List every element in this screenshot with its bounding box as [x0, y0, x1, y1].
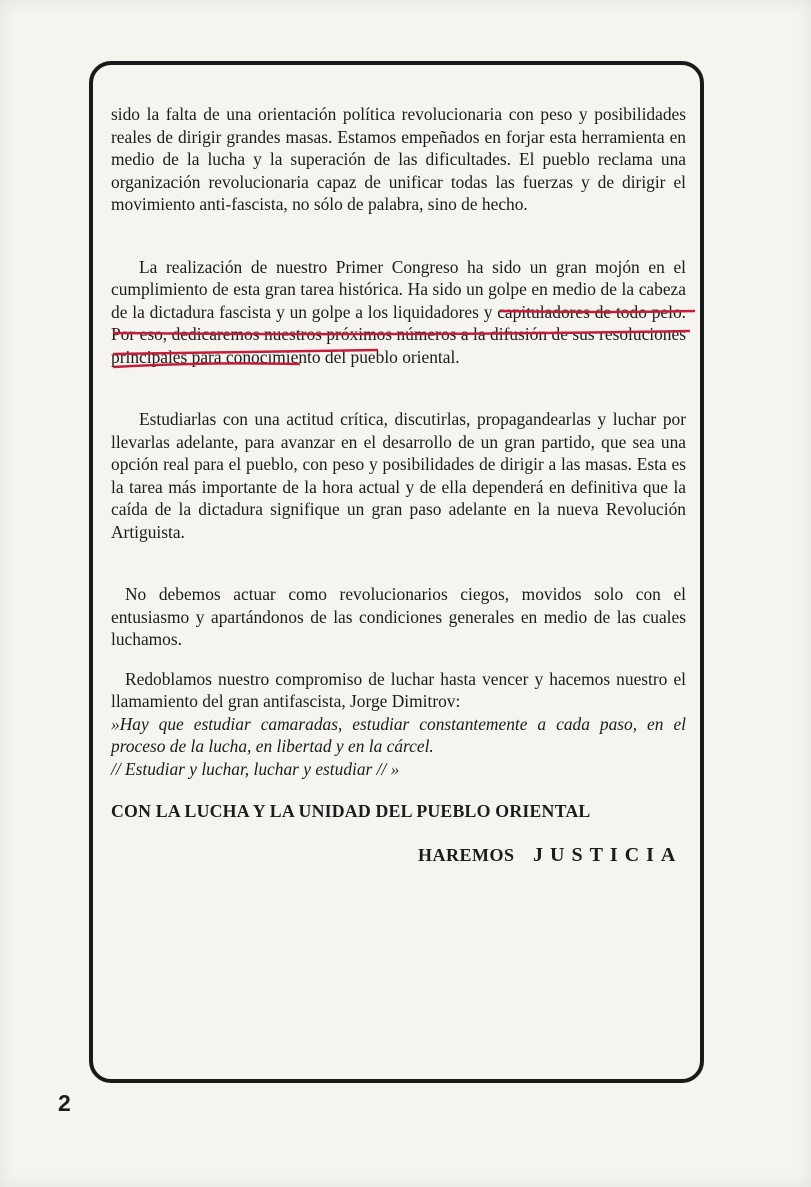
signoff-word-2: JUSTICIA: [533, 844, 683, 866]
signoff: [418, 844, 682, 867]
quote-line-1: »Hay que estudiar camaradas, estudiar constantemente a cada paso, en el proceso de la lucha, en libertad y en la cárcel.: [111, 713, 686, 756]
slogan: CON LA LUCHA Y LA UNIDAD DEL PUEBLO ORIENTAL: [111, 801, 591, 821]
page-number: 2: [58, 1090, 71, 1116]
quote-line-2: // Estudiar y luchar, luchar y estudiar // »: [111, 758, 400, 779]
paragraph-5: Redoblamos nuestro compromiso de luchar hasta vencer y hacemos nuestro el llamamiento del gran antifascista, Jorge Dimitrov:: [111, 668, 686, 711]
signoff-word-1: HAREMOS: [418, 845, 515, 865]
paragraph-2: La realización de nuestro Primer Congreso ha sido un gran mojón en el cumplimiento de esta gran tarea histórica. Ha sido un golpe en medio de la cabeza de la dictadura fascista y un golpe a los liquidadores y capituladores de todo pelo. Por eso, dedicaremos nuestros próximos números a la difusión de sus resoluciones principales para conocimiento del pueblo oriental.: [111, 256, 686, 367]
paragraph-1: sido la falta de una orientación política revolucionaria con peso y posibilidades reales de dirigir grandes masas. Estamos empeñados en forjar esta herramienta en medio de la lucha y la superación de las dificultades. El pueblo reclama una organización revolucionaria capaz de unificar todas las fuerzas y de dirigir el movimiento anti-fascista, no sólo de palabra, sino de hecho.: [111, 104, 686, 214]
paragraph-4: No debemos actuar como revolucionarios ciegos, movidos solo con el entusiasmo y apartándonos de las condiciones generales en medio de las cuales luchamos.: [111, 584, 686, 649]
paragraph-3: Estudiarlas con una actitud crítica, discutirlas, propagandearlas y luchar por llevarlas adelante, para avanzar en el desarrollo de un gran partido, que sea una opción real para el pueblo, con peso y posibilidades de dirigir a las masas. Esta es la tarea más importante de la hora actual y de ella dependerá en definitiva que la caída de la dictadura signifique un gran paso adelante en la nueva Revolución Artiguista.: [111, 409, 686, 542]
article-body: [111, 103, 686, 840]
